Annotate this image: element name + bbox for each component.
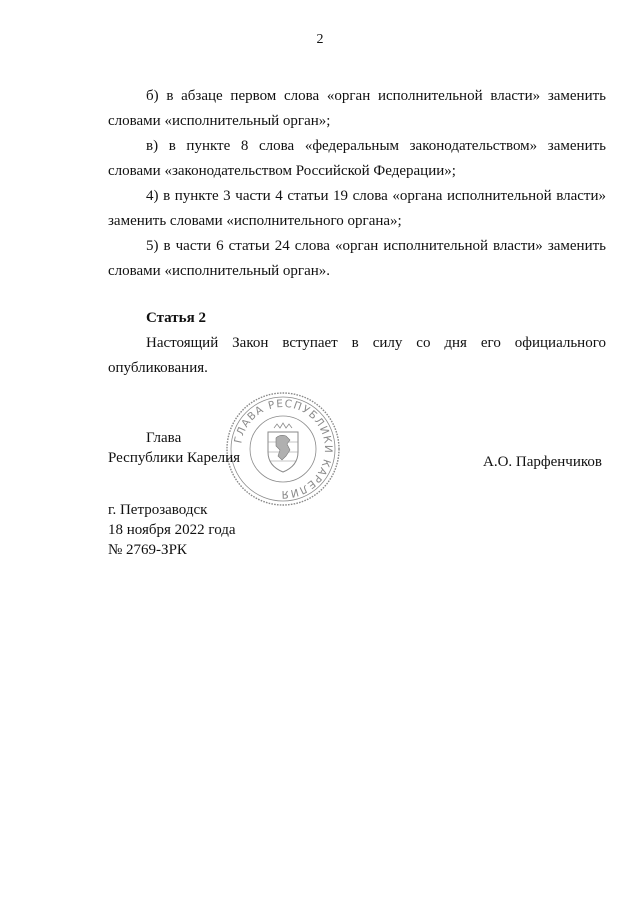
signatory-title-line1: Глава [146, 430, 182, 446]
article-heading: Статья 2 [146, 310, 206, 326]
seal-text: ГЛАВА РЕСПУБЛИКИ КАРЕЛИЯ [232, 397, 335, 501]
article-text: Настоящий Закон вступает в силу со дня его официального опубликования. [108, 335, 606, 376]
place-city: г. Петрозаводск [108, 502, 208, 518]
place-and-date-block [108, 500, 236, 560]
official-seal [224, 390, 342, 508]
coat-of-arms-icon [268, 423, 298, 472]
amendment-paragraph-b: б) в абзаце первом слова «орган исполнительной власти» заменить словами «исполнительный орган»; [108, 88, 606, 129]
page-number: 2 [316, 32, 324, 47]
amendment-paragraph-v: в) в пункте 8 слова «федеральным законодательством» заменить словами «законодательством Российской Федерации»; [108, 138, 606, 179]
law-number: № 2769-ЗРК [108, 542, 187, 558]
document-body [108, 84, 606, 381]
amendment-paragraph-5: 5) в части 6 статьи 24 слова «орган исполнительной власти» заменить словами «исполнительный орган». [108, 238, 606, 279]
law-date: 18 ноября 2022 года [108, 522, 236, 538]
signatory-title-line2: Республики Карелия [108, 450, 241, 466]
signatory-name: А.О. Парфенчиков [483, 454, 602, 470]
amendment-paragraph-4: 4) в пункте 3 части 4 статьи 19 слова «органа исполнительной власти» заменить словами «исполнительного органа»; [108, 188, 606, 229]
